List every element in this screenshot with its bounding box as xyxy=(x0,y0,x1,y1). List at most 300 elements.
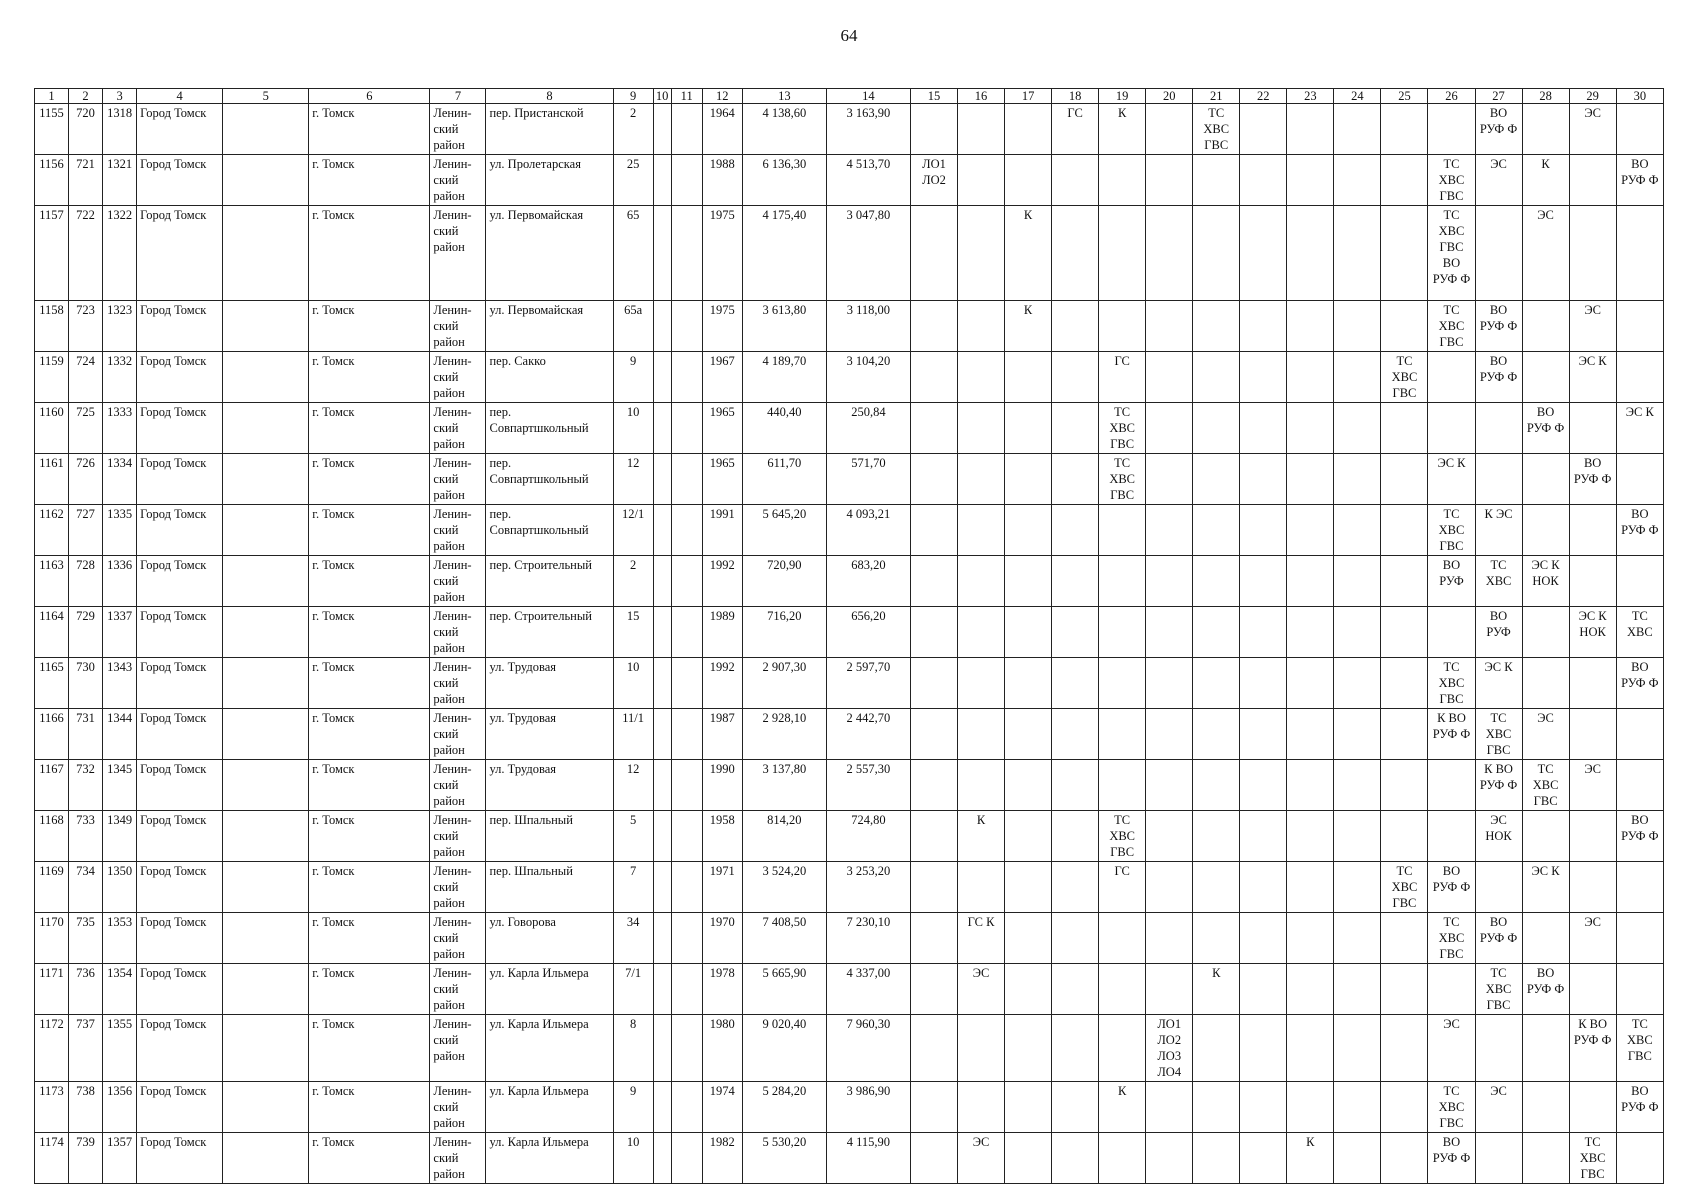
cell-col-23 xyxy=(1287,206,1334,301)
cell-col-15 xyxy=(910,505,957,556)
cell-col-28: ВО РУФ Ф xyxy=(1522,964,1569,1015)
cell-col-14: 3 986,90 xyxy=(826,1082,910,1133)
cell-col-20 xyxy=(1146,206,1193,301)
cell-col-17 xyxy=(1005,556,1052,607)
cell-col-23 xyxy=(1287,607,1334,658)
cell-col-6: г. Томск xyxy=(309,709,430,760)
cell-col-4: Город Томск xyxy=(137,104,223,155)
cell-col-11 xyxy=(671,811,702,862)
table-row xyxy=(35,709,1664,760)
cell-col-17 xyxy=(1005,811,1052,862)
cell-col-2: 733 xyxy=(69,811,103,862)
cell-col-20 xyxy=(1146,301,1193,352)
cell-col-26: ЭС xyxy=(1428,1015,1475,1082)
column-header-2: 2 xyxy=(69,89,103,104)
cell-col-2: 729 xyxy=(69,607,103,658)
cell-col-5 xyxy=(223,301,309,352)
cell-col-17 xyxy=(1005,862,1052,913)
cell-col-22 xyxy=(1240,964,1287,1015)
cell-col-10 xyxy=(653,352,671,403)
cell-col-19 xyxy=(1099,1133,1146,1184)
cell-col-29: К ВО РУФ Ф xyxy=(1569,1015,1616,1082)
cell-col-15 xyxy=(910,658,957,709)
column-header-13: 13 xyxy=(742,89,826,104)
cell-col-5 xyxy=(223,811,309,862)
cell-col-6: г. Томск xyxy=(309,104,430,155)
cell-col-1: 1161 xyxy=(35,454,69,505)
cell-col-24 xyxy=(1334,964,1381,1015)
cell-col-14: 683,20 xyxy=(826,556,910,607)
cell-col-1: 1174 xyxy=(35,1133,69,1184)
cell-col-8: ул. Первомайская xyxy=(486,301,613,352)
cell-col-26 xyxy=(1428,964,1475,1015)
cell-col-23 xyxy=(1287,155,1334,206)
cell-col-11 xyxy=(671,301,702,352)
cell-col-18 xyxy=(1052,1015,1099,1082)
cell-col-1: 1160 xyxy=(35,403,69,454)
cell-col-12: 1964 xyxy=(702,104,742,155)
cell-col-4: Город Томск xyxy=(137,505,223,556)
cell-col-6: г. Томск xyxy=(309,556,430,607)
cell-col-30 xyxy=(1616,104,1663,155)
cell-col-12: 1967 xyxy=(702,352,742,403)
cell-col-1: 1162 xyxy=(35,505,69,556)
cell-col-4: Город Томск xyxy=(137,709,223,760)
cell-col-30: ТС ХВС xyxy=(1616,607,1663,658)
cell-col-26: ТС ХВС ГВС xyxy=(1428,505,1475,556)
cell-col-10 xyxy=(653,607,671,658)
cell-col-11 xyxy=(671,913,702,964)
cell-col-2: 725 xyxy=(69,403,103,454)
cell-col-9: 12/1 xyxy=(613,505,653,556)
cell-col-19 xyxy=(1099,206,1146,301)
cell-col-7: Ленин-ский район xyxy=(430,760,486,811)
table-row xyxy=(35,1015,1664,1082)
cell-col-30: ВО РУФ Ф xyxy=(1616,1082,1663,1133)
cell-col-14: 724,80 xyxy=(826,811,910,862)
cell-col-23 xyxy=(1287,811,1334,862)
table-row xyxy=(35,913,1664,964)
cell-col-16 xyxy=(958,556,1005,607)
cell-col-3: 1353 xyxy=(103,913,137,964)
cell-col-2: 723 xyxy=(69,301,103,352)
cell-col-7: Ленин-ский район xyxy=(430,658,486,709)
cell-col-9: 5 xyxy=(613,811,653,862)
cell-col-5 xyxy=(223,1082,309,1133)
cell-col-3: 1334 xyxy=(103,454,137,505)
cell-col-21 xyxy=(1193,454,1240,505)
cell-col-5 xyxy=(223,505,309,556)
cell-col-9: 10 xyxy=(613,658,653,709)
table-row xyxy=(35,811,1664,862)
column-number-header xyxy=(35,89,1664,104)
cell-col-3: 1332 xyxy=(103,352,137,403)
cell-col-6: г. Томск xyxy=(309,454,430,505)
cell-col-24 xyxy=(1334,1015,1381,1082)
cell-col-9: 10 xyxy=(613,403,653,454)
cell-col-18 xyxy=(1052,913,1099,964)
cell-col-7: Ленин-ский район xyxy=(430,505,486,556)
cell-col-11 xyxy=(671,206,702,301)
cell-col-29 xyxy=(1569,403,1616,454)
cell-col-20 xyxy=(1146,352,1193,403)
cell-col-30 xyxy=(1616,760,1663,811)
cell-col-24 xyxy=(1334,155,1381,206)
cell-col-23 xyxy=(1287,964,1334,1015)
cell-col-12: 1974 xyxy=(702,1082,742,1133)
table-body xyxy=(35,104,1664,1184)
cell-col-7: Ленин-ский район xyxy=(430,454,486,505)
cell-col-1: 1155 xyxy=(35,104,69,155)
cell-col-4: Город Томск xyxy=(137,964,223,1015)
cell-col-4: Город Томск xyxy=(137,1082,223,1133)
cell-col-12: 1958 xyxy=(702,811,742,862)
cell-col-26 xyxy=(1428,403,1475,454)
cell-col-6: г. Томск xyxy=(309,206,430,301)
cell-col-12: 1990 xyxy=(702,760,742,811)
cell-col-16: ЭС xyxy=(958,964,1005,1015)
cell-col-22 xyxy=(1240,658,1287,709)
cell-col-17 xyxy=(1005,155,1052,206)
cell-col-24 xyxy=(1334,1082,1381,1133)
cell-col-21 xyxy=(1193,556,1240,607)
cell-col-25 xyxy=(1381,760,1428,811)
cell-col-13: 814,20 xyxy=(742,811,826,862)
cell-col-17 xyxy=(1005,403,1052,454)
cell-col-11 xyxy=(671,760,702,811)
column-header-21: 21 xyxy=(1193,89,1240,104)
cell-col-15 xyxy=(910,1082,957,1133)
cell-col-30: ТС ХВС ГВС xyxy=(1616,1015,1663,1082)
cell-col-17 xyxy=(1005,104,1052,155)
cell-col-5 xyxy=(223,862,309,913)
cell-col-19 xyxy=(1099,301,1146,352)
cell-col-16 xyxy=(958,709,1005,760)
cell-col-7: Ленин-ский район xyxy=(430,403,486,454)
cell-col-22 xyxy=(1240,352,1287,403)
cell-col-25 xyxy=(1381,607,1428,658)
cell-col-24 xyxy=(1334,301,1381,352)
cell-col-21 xyxy=(1193,1082,1240,1133)
cell-col-29: ЭС xyxy=(1569,301,1616,352)
cell-col-1: 1172 xyxy=(35,1015,69,1082)
cell-col-19: ГС xyxy=(1099,352,1146,403)
cell-col-6: г. Томск xyxy=(309,1082,430,1133)
cell-col-4: Город Томск xyxy=(137,556,223,607)
cell-col-26 xyxy=(1428,104,1475,155)
cell-col-26 xyxy=(1428,811,1475,862)
cell-col-15 xyxy=(910,811,957,862)
table-row xyxy=(35,155,1664,206)
cell-col-18 xyxy=(1052,811,1099,862)
cell-col-12: 1991 xyxy=(702,505,742,556)
cell-col-26: ТС ХВС ГВС xyxy=(1428,913,1475,964)
cell-col-10 xyxy=(653,964,671,1015)
cell-col-17 xyxy=(1005,454,1052,505)
cell-col-21 xyxy=(1193,206,1240,301)
column-header-28: 28 xyxy=(1522,89,1569,104)
cell-col-18 xyxy=(1052,862,1099,913)
cell-col-19 xyxy=(1099,1015,1146,1082)
cell-col-29 xyxy=(1569,1082,1616,1133)
cell-col-20 xyxy=(1146,607,1193,658)
cell-col-6: г. Томск xyxy=(309,658,430,709)
cell-col-24 xyxy=(1334,913,1381,964)
cell-col-20 xyxy=(1146,964,1193,1015)
cell-col-13: 2 907,30 xyxy=(742,658,826,709)
cell-col-24 xyxy=(1334,862,1381,913)
cell-col-4: Город Томск xyxy=(137,352,223,403)
cell-col-14: 571,70 xyxy=(826,454,910,505)
cell-col-27 xyxy=(1475,862,1522,913)
cell-col-19: ТС ХВС ГВС xyxy=(1099,403,1146,454)
cell-col-1: 1166 xyxy=(35,709,69,760)
column-header-4: 4 xyxy=(137,89,223,104)
cell-col-11 xyxy=(671,1082,702,1133)
cell-col-19 xyxy=(1099,505,1146,556)
cell-col-2: 737 xyxy=(69,1015,103,1082)
cell-col-7: Ленин-ский район xyxy=(430,964,486,1015)
cell-col-23 xyxy=(1287,709,1334,760)
cell-col-17 xyxy=(1005,607,1052,658)
cell-col-12: 1987 xyxy=(702,709,742,760)
page-number: 64 xyxy=(840,26,858,45)
cell-col-14: 4 337,00 xyxy=(826,964,910,1015)
column-header-25: 25 xyxy=(1381,89,1428,104)
cell-col-8: ул. Говорова xyxy=(486,913,613,964)
cell-col-13: 4 189,70 xyxy=(742,352,826,403)
cell-col-19: К xyxy=(1099,104,1146,155)
cell-col-19 xyxy=(1099,607,1146,658)
cell-col-1: 1164 xyxy=(35,607,69,658)
cell-col-8: пер. Совпартшкольный xyxy=(486,403,613,454)
cell-col-22 xyxy=(1240,556,1287,607)
cell-col-29: ЭС xyxy=(1569,760,1616,811)
cell-col-26: ТС ХВС ГВС xyxy=(1428,1082,1475,1133)
cell-col-17 xyxy=(1005,1133,1052,1184)
cell-col-15 xyxy=(910,607,957,658)
cell-col-25 xyxy=(1381,658,1428,709)
cell-col-9: 10 xyxy=(613,1133,653,1184)
cell-col-24 xyxy=(1334,607,1381,658)
cell-col-9: 2 xyxy=(613,104,653,155)
cell-col-7: Ленин-ский район xyxy=(430,301,486,352)
cell-col-4: Город Томск xyxy=(137,403,223,454)
column-header-23: 23 xyxy=(1287,89,1334,104)
cell-col-16 xyxy=(958,155,1005,206)
cell-col-9: 11/1 xyxy=(613,709,653,760)
column-header-3: 3 xyxy=(103,89,137,104)
column-header-19: 19 xyxy=(1099,89,1146,104)
cell-col-17: К xyxy=(1005,206,1052,301)
cell-col-21: К xyxy=(1193,964,1240,1015)
cell-col-3: 1344 xyxy=(103,709,137,760)
cell-col-30 xyxy=(1616,709,1663,760)
cell-col-19 xyxy=(1099,709,1146,760)
cell-col-5 xyxy=(223,556,309,607)
cell-col-29: ВО РУФ Ф xyxy=(1569,454,1616,505)
cell-col-22 xyxy=(1240,811,1287,862)
cell-col-29 xyxy=(1569,658,1616,709)
cell-col-28 xyxy=(1522,505,1569,556)
cell-col-20 xyxy=(1146,862,1193,913)
cell-col-21 xyxy=(1193,1015,1240,1082)
cell-col-27: ЭС xyxy=(1475,1082,1522,1133)
cell-col-14: 2 442,70 xyxy=(826,709,910,760)
cell-col-25 xyxy=(1381,301,1428,352)
cell-col-7: Ленин-ский район xyxy=(430,352,486,403)
cell-col-18 xyxy=(1052,403,1099,454)
cell-col-1: 1169 xyxy=(35,862,69,913)
cell-col-30 xyxy=(1616,352,1663,403)
cell-col-30 xyxy=(1616,1133,1663,1184)
cell-col-23 xyxy=(1287,760,1334,811)
cell-col-23 xyxy=(1287,658,1334,709)
cell-col-27 xyxy=(1475,1015,1522,1082)
cell-col-22 xyxy=(1240,709,1287,760)
cell-col-21 xyxy=(1193,352,1240,403)
column-header-5: 5 xyxy=(223,89,309,104)
cell-col-23 xyxy=(1287,403,1334,454)
cell-col-10 xyxy=(653,1133,671,1184)
cell-col-4: Город Томск xyxy=(137,607,223,658)
cell-col-2: 731 xyxy=(69,709,103,760)
cell-col-7: Ленин-ский район xyxy=(430,709,486,760)
cell-col-28: ЭС К НОК xyxy=(1522,556,1569,607)
cell-col-17 xyxy=(1005,1015,1052,1082)
cell-col-24 xyxy=(1334,352,1381,403)
cell-col-9: 9 xyxy=(613,352,653,403)
cell-col-27: ВО РУФ Ф xyxy=(1475,913,1522,964)
column-header-10: 10 xyxy=(653,89,671,104)
cell-col-27 xyxy=(1475,206,1522,301)
cell-col-15 xyxy=(910,403,957,454)
cell-col-10 xyxy=(653,403,671,454)
cell-col-12: 1988 xyxy=(702,155,742,206)
cell-col-29 xyxy=(1569,811,1616,862)
cell-col-6: г. Томск xyxy=(309,862,430,913)
cell-col-16 xyxy=(958,104,1005,155)
cell-col-3: 1323 xyxy=(103,301,137,352)
cell-col-15 xyxy=(910,964,957,1015)
cell-col-2: 734 xyxy=(69,862,103,913)
cell-col-20 xyxy=(1146,811,1193,862)
cell-col-8: ул. Карла Ильмера xyxy=(486,1082,613,1133)
cell-col-11 xyxy=(671,556,702,607)
cell-col-6: г. Томск xyxy=(309,811,430,862)
cell-col-17: К xyxy=(1005,301,1052,352)
cell-col-27: ЭС xyxy=(1475,155,1522,206)
cell-col-5 xyxy=(223,352,309,403)
cell-col-30 xyxy=(1616,301,1663,352)
cell-col-10 xyxy=(653,709,671,760)
cell-col-17 xyxy=(1005,1082,1052,1133)
cell-col-28 xyxy=(1522,658,1569,709)
cell-col-6: г. Томск xyxy=(309,155,430,206)
cell-col-24 xyxy=(1334,104,1381,155)
cell-col-2: 727 xyxy=(69,505,103,556)
cell-col-29 xyxy=(1569,155,1616,206)
cell-col-3: 1357 xyxy=(103,1133,137,1184)
cell-col-15 xyxy=(910,1015,957,1082)
cell-col-7: Ленин-ский район xyxy=(430,556,486,607)
cell-col-21 xyxy=(1193,811,1240,862)
cell-col-20 xyxy=(1146,155,1193,206)
cell-col-14: 7 230,10 xyxy=(826,913,910,964)
cell-col-18 xyxy=(1052,709,1099,760)
cell-col-6: г. Томск xyxy=(309,301,430,352)
column-header-24: 24 xyxy=(1334,89,1381,104)
cell-col-14: 4 093,21 xyxy=(826,505,910,556)
cell-col-23 xyxy=(1287,556,1334,607)
cell-col-16 xyxy=(958,301,1005,352)
cell-col-22 xyxy=(1240,104,1287,155)
cell-col-18 xyxy=(1052,155,1099,206)
cell-col-4: Город Томск xyxy=(137,658,223,709)
cell-col-27: К ЭС xyxy=(1475,505,1522,556)
cell-col-20 xyxy=(1146,658,1193,709)
cell-col-29: ЭС xyxy=(1569,913,1616,964)
cell-col-22 xyxy=(1240,607,1287,658)
cell-col-21 xyxy=(1193,607,1240,658)
cell-col-28: ТС ХВС ГВС xyxy=(1522,760,1569,811)
table-row xyxy=(35,556,1664,607)
cell-col-27: ВО РУФ Ф xyxy=(1475,352,1522,403)
cell-col-29 xyxy=(1569,964,1616,1015)
cell-col-3: 1350 xyxy=(103,862,137,913)
cell-col-8: ул. Карла Ильмера xyxy=(486,964,613,1015)
cell-col-3: 1333 xyxy=(103,403,137,454)
cell-col-25: ТС ХВС ГВС xyxy=(1381,352,1428,403)
cell-col-28 xyxy=(1522,1133,1569,1184)
cell-col-3: 1349 xyxy=(103,811,137,862)
cell-col-5 xyxy=(223,403,309,454)
cell-col-24 xyxy=(1334,403,1381,454)
cell-col-27: ВО РУФ Ф xyxy=(1475,104,1522,155)
cell-col-22 xyxy=(1240,862,1287,913)
cell-col-27: ЭС К xyxy=(1475,658,1522,709)
cell-col-30 xyxy=(1616,206,1663,301)
cell-col-2: 720 xyxy=(69,104,103,155)
cell-col-19 xyxy=(1099,760,1146,811)
cell-col-8: пер. Совпартшкольный xyxy=(486,505,613,556)
cell-col-14: 2 557,30 xyxy=(826,760,910,811)
cell-col-9: 7 xyxy=(613,862,653,913)
cell-col-29 xyxy=(1569,556,1616,607)
cell-col-2: 736 xyxy=(69,964,103,1015)
cell-col-15 xyxy=(910,352,957,403)
cell-col-5 xyxy=(223,206,309,301)
cell-col-6: г. Томск xyxy=(309,1133,430,1184)
cell-col-26: ТС ХВС ГВС xyxy=(1428,658,1475,709)
column-header-6: 6 xyxy=(309,89,430,104)
cell-col-30 xyxy=(1616,862,1663,913)
cell-col-11 xyxy=(671,709,702,760)
register-table xyxy=(34,88,1664,1184)
cell-col-13: 4 138,60 xyxy=(742,104,826,155)
cell-col-11 xyxy=(671,964,702,1015)
cell-col-9: 12 xyxy=(613,760,653,811)
cell-col-28: ЭС К xyxy=(1522,862,1569,913)
cell-col-4: Город Томск xyxy=(137,301,223,352)
cell-col-24 xyxy=(1334,206,1381,301)
cell-col-24 xyxy=(1334,454,1381,505)
cell-col-5 xyxy=(223,454,309,505)
cell-col-20 xyxy=(1146,913,1193,964)
cell-col-23 xyxy=(1287,352,1334,403)
cell-col-29 xyxy=(1569,862,1616,913)
cell-col-13: 2 928,10 xyxy=(742,709,826,760)
